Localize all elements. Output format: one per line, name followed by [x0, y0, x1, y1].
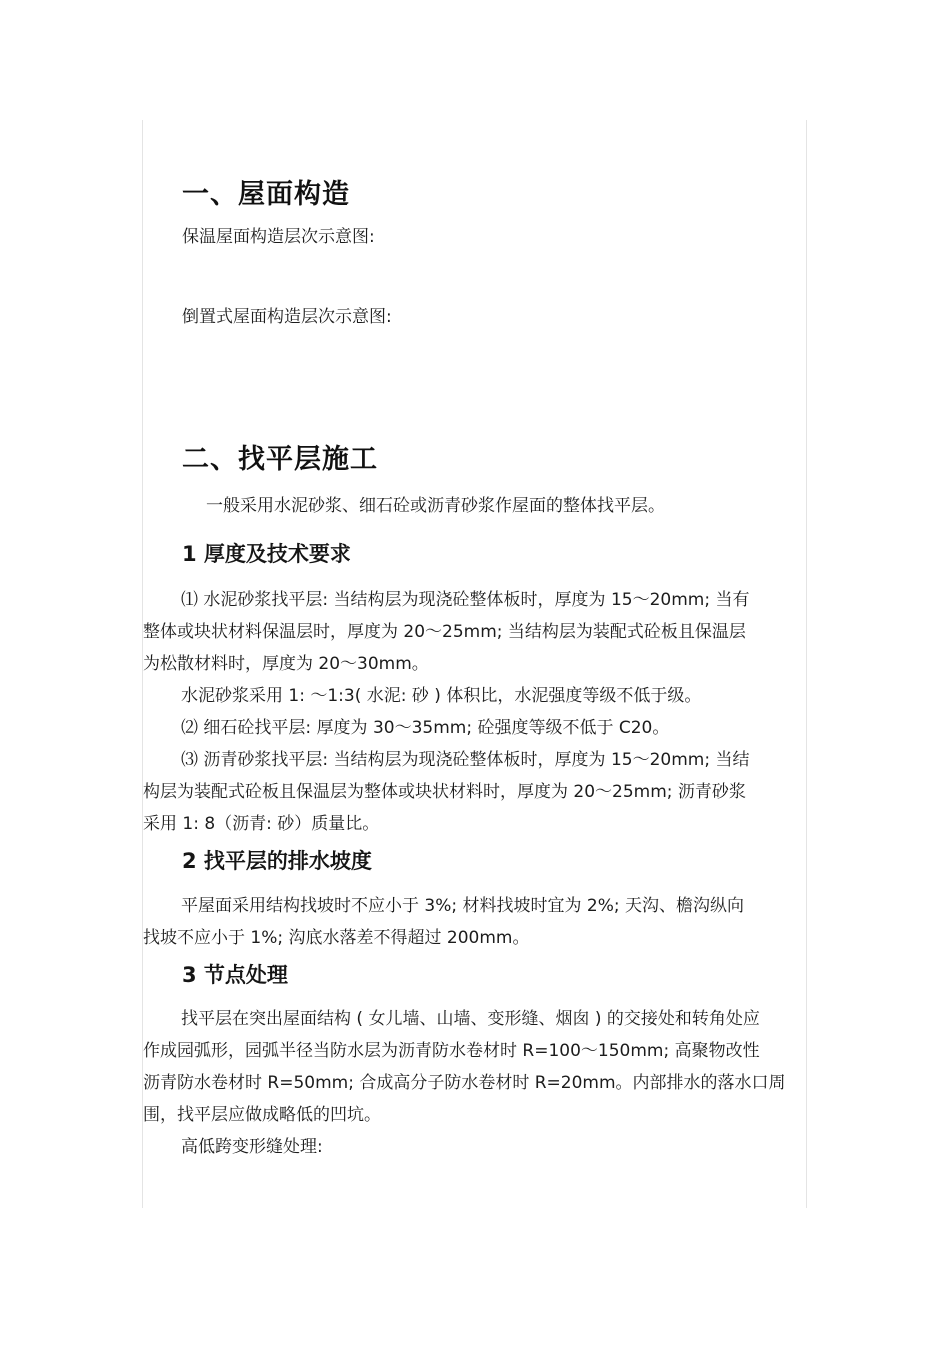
inverted-roof-caption: 倒置式屋面构造层次示意图:	[182, 307, 392, 327]
item-1-line: ⑴ 水泥砂浆找平层: 当结构层为现浇砼整体板时，厚度为 15～20mm; 当有	[181, 590, 750, 610]
section-1-title: 一、屋面构造	[182, 179, 350, 210]
item-1-line: 整体或块状材料保温层时，厚度为 20～25mm; 当结构层为装配式砼板且保温层	[143, 622, 746, 642]
drainage-slope-paragraph	[143, 890, 805, 954]
node-treatment-line: 作成园弧形，园弧半径当防水层为沥青防水卷材时 R=100～150mm; 高聚物改性	[143, 1041, 760, 1061]
item-1-line: 为松散材料时，厚度为 20～30mm。	[143, 654, 429, 674]
item-1-paragraph	[143, 584, 805, 840]
item-3-line: 构层为装配式砼板且保温层为整体或块状材料时，厚度为 20～25mm; 沥青砂浆	[143, 782, 746, 802]
joint-treatment-caption: 高低跨变形缝处理:	[181, 1137, 323, 1157]
section-2-intro: 一般采用水泥砂浆、细石砼或沥青砂浆作屋面的整体找平层。	[206, 496, 665, 516]
drainage-slope-line: 找坡不应小于 1%; 沟底水落差不得超过 200mm。	[143, 928, 530, 948]
drainage-slope-line: 平屋面采用结构找坡时不应小于 3%; 材料找坡时宜为 2%; 天沟、檐沟纵向	[181, 896, 745, 916]
item-3-line: 采用 1: 8（沥青: 砂）质量比。	[143, 814, 380, 834]
insulated-roof-caption: 保温屋面构造层次示意图:	[182, 227, 375, 247]
node-treatment-line: 围，找平层应做成略低的凹坑。	[143, 1105, 381, 1125]
item-2-line: ⑵ 细石砼找平层: 厚度为 30～35mm; 砼强度等级不低于 C20。	[181, 718, 670, 738]
node-treatment-line: 沥青防水卷材时 R=50mm; 合成高分子防水卷材时 R=20mm。内部排水的落水口周	[143, 1073, 786, 1093]
section-2-title: 二、找平层施工	[182, 444, 378, 475]
subsection-2-heading: 2 找平层的排水坡度	[182, 849, 372, 873]
page-border-right	[806, 120, 807, 1208]
node-treatment-paragraph	[143, 1003, 805, 1163]
subsection-1-heading: 1 厚度及技术要求	[182, 542, 351, 566]
node-treatment-line: 找平层在突出屋面结构 ( 女儿墙、山墙、变形缝、烟囱 ) 的交接处和转角处应	[181, 1009, 760, 1029]
item-3-line: ⑶ 沥青砂浆找平层: 当结构层为现浇砼整体板时，厚度为 15～20mm; 当结	[181, 750, 750, 770]
subsection-3-heading: 3 节点处理	[182, 963, 288, 987]
mortar-ratio-line: 水泥砂浆采用 1: ～1:3( 水泥: 砂 ) 体积比，水泥强度等级不低于级。	[181, 686, 702, 706]
